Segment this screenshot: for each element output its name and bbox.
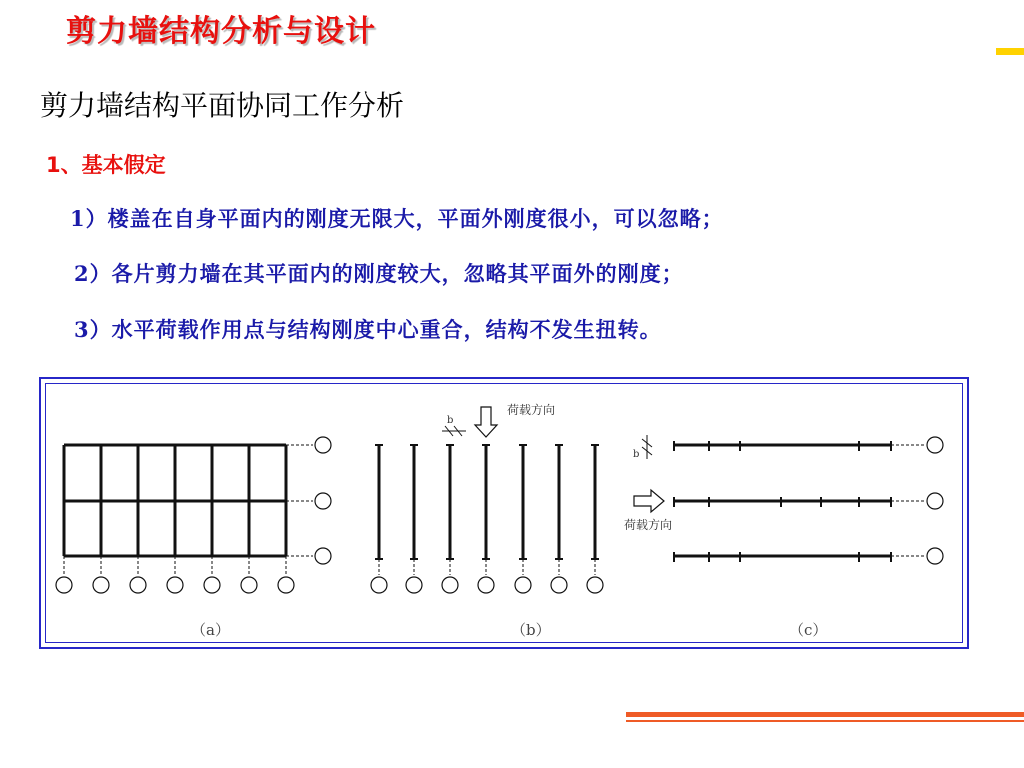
assumption-3: 3）水平荷载作用点与结构刚度中心重合，结构不发生扭转。 [74, 317, 662, 342]
axis-bubble-a [315, 493, 331, 509]
diagram-b-walls-y-direction [371, 407, 603, 593]
section-heading: 剪力墙结构平面协同工作分析 [40, 89, 405, 122]
caption-a: （a） [191, 621, 230, 639]
diagram-a-plan-grid [56, 437, 331, 593]
subsection-heading: 1、基本假定 [46, 153, 166, 177]
slide-title: 剪力墙结构分析与设计 [66, 14, 376, 49]
axis-bubble-a [93, 577, 109, 593]
axis-bubble-a [167, 577, 183, 593]
assumption-2: 2）各片剪力墙在其平面内的刚度较大，忽略其平面外的刚度； [74, 261, 684, 286]
axis-bubble-c [927, 548, 943, 564]
figure-frame [39, 377, 969, 649]
load-arrow-b [475, 407, 497, 437]
axis-bubble-a [56, 577, 72, 593]
accent-mark [996, 48, 1024, 55]
axis-bubble-a [130, 577, 146, 593]
axis-bubble-b [587, 577, 603, 593]
axis-bubble-b [406, 577, 422, 593]
axis-bubble-b [371, 577, 387, 593]
axis-bubble-a [315, 437, 331, 453]
axis-bubble-b [478, 577, 494, 593]
axis-bubble-a [241, 577, 257, 593]
wall-thickness-label-c: b [633, 449, 640, 460]
axis-bubble-c [927, 493, 943, 509]
axis-bubble-b [515, 577, 531, 593]
caption-c: （c） [789, 621, 828, 639]
wall-thickness-label-b: b [447, 415, 454, 426]
axis-bubble-c [927, 437, 943, 453]
axis-bubble-a [278, 577, 294, 593]
axis-bubble-b [551, 577, 567, 593]
axis-bubble-a [315, 548, 331, 564]
load-direction-label-c: 荷载方向 [624, 518, 673, 532]
load-arrow-c [634, 490, 664, 512]
footer-line-thin [626, 720, 1024, 722]
axis-bubble-a [204, 577, 220, 593]
diagram-c-walls-x-direction [634, 435, 943, 564]
caption-b: （b） [511, 621, 551, 639]
load-direction-label-b: 荷载方向 [507, 403, 556, 417]
axis-bubble-b [442, 577, 458, 593]
assumption-1: 1）楼盖在自身平面内的刚度无限大，平面外刚度很小，可以忽略； [70, 206, 724, 231]
shear-wall-diagram [41, 379, 967, 647]
footer-line-thick [626, 712, 1024, 717]
